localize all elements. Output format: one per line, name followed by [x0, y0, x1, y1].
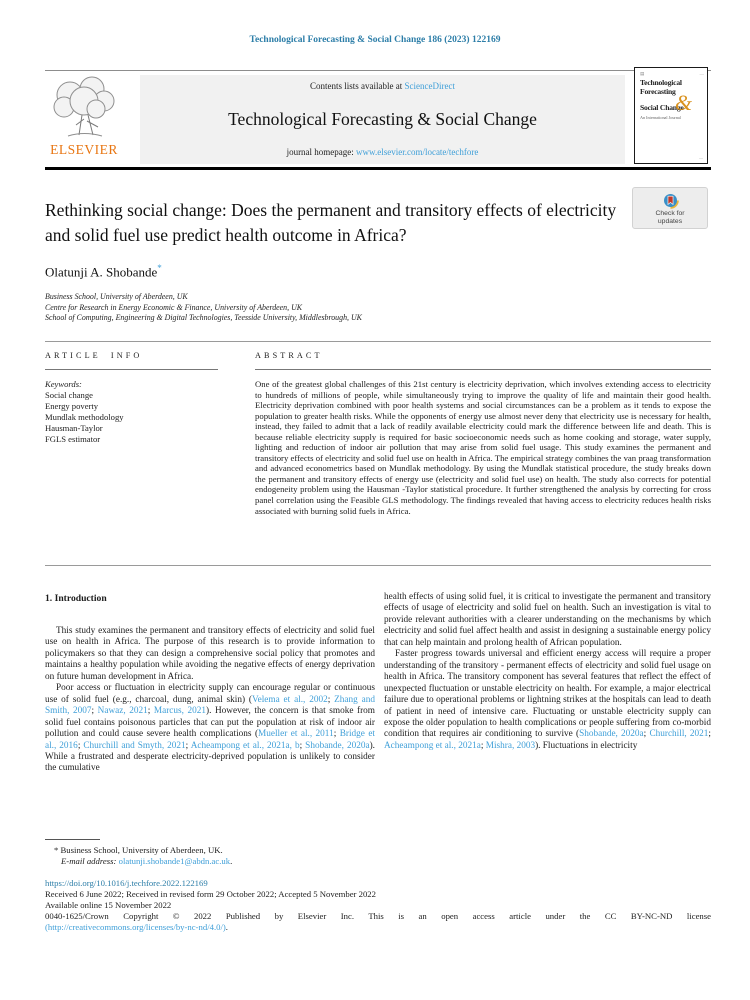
received-line: Received 6 June 2022; Received in revised form 29 October 2022; Accepted 5 November 2022	[45, 889, 376, 899]
section-divider-bottom	[45, 565, 711, 566]
article-info-heading: ARTICLE INFO	[45, 351, 143, 360]
text-run: ;	[643, 729, 650, 740]
text-run: ;	[327, 694, 335, 705]
check-updates-line2: updates	[657, 217, 683, 225]
email-label: E-mail address:	[61, 856, 117, 866]
citation-link[interactable]: Acheampong et al., 2021a, b	[190, 740, 300, 751]
article-info-rule	[45, 369, 218, 370]
keyword-energy-poverty: Energy poverty	[45, 401, 99, 411]
citation-link[interactable]: Shobande, 2020a	[579, 729, 644, 740]
text-run: ;	[147, 706, 154, 717]
abstract-heading: ABSTRACT	[255, 351, 323, 360]
cover-subtitle: An International Journal	[640, 114, 681, 120]
text-run: ). While a frustrated and desperate electricity-deprived population is unlikely to consider the cumulative	[45, 740, 375, 774]
cover-ampersand: &	[675, 90, 693, 115]
email-line	[45, 856, 711, 867]
intro-left-column	[45, 592, 375, 775]
affiliation-2: Centre for Research in Energy Economic & Finance, University of Aberdeen, UK	[45, 302, 303, 312]
section-divider-top	[45, 341, 711, 342]
cover-title-line1: Technological	[640, 78, 682, 87]
text-run: Poor access or fluctuation in electricity supply can encourage regular or continuous use of solid fuel (e.g., charcoal, dung, animal skin) (	[45, 683, 375, 705]
cover-title-line3: Social Change	[640, 103, 684, 113]
elsevier-wordmark: ELSEVIER	[50, 142, 118, 157]
license-suffix: .	[225, 922, 228, 932]
cc-license-link[interactable]: (http://creativecommons.org/licenses/by-nc-nd/4.0/)	[45, 922, 226, 932]
citation-link[interactable]: Acheampong et al., 2021a	[384, 740, 481, 751]
author-name: Olatunji A. Shobande	[45, 264, 158, 280]
cover-title-line2: Forecasting	[640, 86, 676, 96]
journal-cover-thumbnail[interactable]	[634, 67, 708, 164]
corresponding-author-note: * Business School, University of Aberdeen, UK.	[54, 845, 223, 855]
text-run: ;	[299, 740, 306, 751]
text-run: ;	[185, 740, 191, 751]
elsevier-logo	[45, 75, 123, 158]
journal-citation-header[interactable]: Technological Forecasting & Social Change 186 (2023) 122169	[249, 35, 501, 45]
abstract-rule	[255, 369, 711, 370]
abstract-column	[255, 351, 711, 516]
keyword-mundlak: Mundlak methodology	[45, 412, 124, 422]
check-updates-line1: Check for	[655, 210, 685, 217]
keyword-social-change: Social change	[45, 390, 93, 400]
text-run: ). However, the concern is that smoke from solid fuel contains poisonous particles that can put the population at risk of indoor air pollution and could cause severe health complications (	[45, 706, 376, 740]
cover-footer-text: —	[699, 155, 703, 160]
keyword-hausman-taylor: Hausman-Taylor	[45, 423, 103, 433]
text-run: ;	[77, 740, 84, 751]
author-line	[45, 263, 162, 280]
citation-link[interactable]: Bridge et al., 2016	[45, 729, 375, 751]
masthead-top-rule	[45, 70, 711, 71]
footnote-rule	[45, 839, 100, 840]
license-line	[45, 922, 711, 933]
keyword-fgls: FGLS estimator	[45, 434, 101, 444]
article-title: Rethinking social change: Does the permanent and transitory effects of electricity and solid fuel use predict health outcome in Africa?	[45, 200, 617, 245]
copyright-line: 0040-1625/Crown Copyright © 2022 Published by Elsevier Inc. This is an open access article under the CC BY-NC-ND license	[45, 911, 711, 921]
citation-link[interactable]: Shobande, 2020a	[305, 740, 370, 751]
check-for-updates-badge[interactable]	[632, 187, 708, 229]
keywords-label: Keywords:	[45, 379, 82, 389]
citation-link[interactable]: Nawaz, 2021	[97, 706, 148, 717]
journal-homepage-link[interactable]: www.elsevier.com/locate/techfore	[356, 147, 479, 157]
article-info-column	[45, 351, 218, 516]
crossmark-icon	[661, 191, 680, 210]
check-updates-label	[655, 210, 684, 225]
citation-link[interactable]: Churchill, 2021	[649, 729, 709, 740]
text-run: health effects of using solid fuel, it is critical to investigate the permanent and transitory effects of usage of electricity and solid fuel on health. Such an investigation is vital to provide relevant authorities with a clearer understanding on the mechanisms by which electricity and solid fuel affect health and assist in designing a sustainable energy policy that can help maintain and prolong health of African population.	[384, 592, 711, 648]
text-run: ). Fluctuations in electricity	[535, 740, 638, 751]
citation-link[interactable]: Mishra, 2003	[485, 740, 536, 751]
introduction-section	[45, 592, 711, 775]
intro-paragraph-1	[45, 626, 375, 683]
cover-publisher-mark: ▤	[640, 71, 645, 76]
cover-corner-text: —	[699, 71, 704, 76]
citation-link[interactable]: Velema et al., 2002	[251, 694, 328, 705]
contents-line	[310, 81, 455, 91]
intro-right-column	[384, 592, 711, 775]
text-run: ;	[480, 740, 486, 751]
affiliations	[45, 292, 362, 324]
abstract-text: One of the greatest global challenges of this 21st century is electricity deprivation, which involves extending access to electricity to hundreds of millions of people, while simultaneously trying to improve the quality of life and maintain their good health. Electricity deprivation combined with poor health systems and social circumstances can be a problem as it tends to expose the population to greater health risks. While the opponents of energy use almost never deny that electricity use is necessary for health, instead, they failed to admit that a lack of readily available electricity could mark the difference between life and death. This is because reliable electricity supply is required for basic socioeconomic needs such as home cooking and storage, water supply, lighting and reduction of indoor air pollution that may arise from solid fuel usage. This study examines the permanent and transitory effects of electricity and solid fuel use on health in Africa. The empirical strategy combines the van praag transformation and advanced econometrics based on Mundlak methodology. By using the Mundlak statistical procedure, the study breaks down the permanent and transitory effects of energy use (electricity and solid fuel use) on health. The study also corrects for potential endogeneity problem using the Hausman -Taylor statistical procedure. It further strengthened the analysis by correcting for cross panel correlation using the Feasible GLS methodology. The findings revealed that having access to electricity reduces health risks associated with burning solid fuels in Africa.	[255, 379, 711, 516]
homepage-line	[287, 147, 479, 157]
citation-link[interactable]: Zhang and Smith, 2007	[45, 694, 375, 717]
sciencedirect-link[interactable]: ScienceDirect	[404, 81, 455, 91]
intro-paragraph-4	[384, 649, 711, 752]
affiliation-1: Business School, University of Aberdeen, UK	[45, 292, 188, 301]
text-run: ;	[708, 729, 711, 740]
text-run: Faster progress towards universal and efficient energy access will require a proper understanding of the transitory - permanent effects of electricity and solid fuel usage on health in Africa. The transitory component has several features that reflect the effect of unexpected fluctuation or unstable electricity on health. For example, a major electrical failure due to operational problems or lightning strikes at the hospitals can lead to death of patient in need of intensive care. Fluctuating or unstable electricity supply can expose the older population to health complications or people suffering from co-morbid condition that requires air conditioning to survive (	[384, 649, 711, 740]
affiliation-3: School of Computing, Engineering & Digital Technologies, Teesside University, Middlesbrough, UK	[45, 313, 362, 323]
doi-link[interactable]: https://doi.org/10.1016/j.techfore.2022.122169	[45, 878, 208, 888]
contents-prefix: Contents lists available at	[310, 81, 405, 91]
homepage-prefix: journal homepage:	[286, 147, 357, 157]
journal-banner	[140, 75, 625, 164]
text-run: ;	[333, 729, 340, 740]
footnote-block	[45, 839, 711, 933]
available-online-line: Available online 15 November 2022	[45, 900, 172, 910]
citation-link[interactable]: Mueller et al., 2011	[258, 729, 334, 740]
text-run: This study examines the permanent and transitory effects of electricity and solid fuel use on health in Africa. The purpose of this research is to provide information to policymakers so that they can design a comprehensive social policy that promotes and maintains a healthy population while avoiding the negative effects of energy deprivation on future human development in Africa.	[45, 626, 375, 682]
email-suffix: .	[230, 856, 233, 866]
author-asterisk[interactable]: *	[157, 263, 162, 273]
text-run: ;	[91, 706, 98, 717]
introduction-heading: 1. Introduction	[45, 593, 107, 604]
elsevier-tree-icon	[48, 75, 120, 139]
intro-paragraph-2	[45, 683, 375, 775]
citation-link[interactable]: Marcus, 2021	[153, 706, 207, 717]
journal-title: Technological Forecasting & Social Change	[228, 108, 537, 129]
citation-link[interactable]: Churchill and Smyth, 2021	[83, 740, 186, 751]
masthead-bottom-rule	[45, 167, 711, 170]
journal-masthead	[45, 70, 711, 172]
author-email-link[interactable]: olatunji.shobande1@abdn.ac.uk	[118, 856, 231, 866]
info-abstract-section	[45, 351, 711, 516]
intro-paragraph-3	[384, 592, 711, 649]
